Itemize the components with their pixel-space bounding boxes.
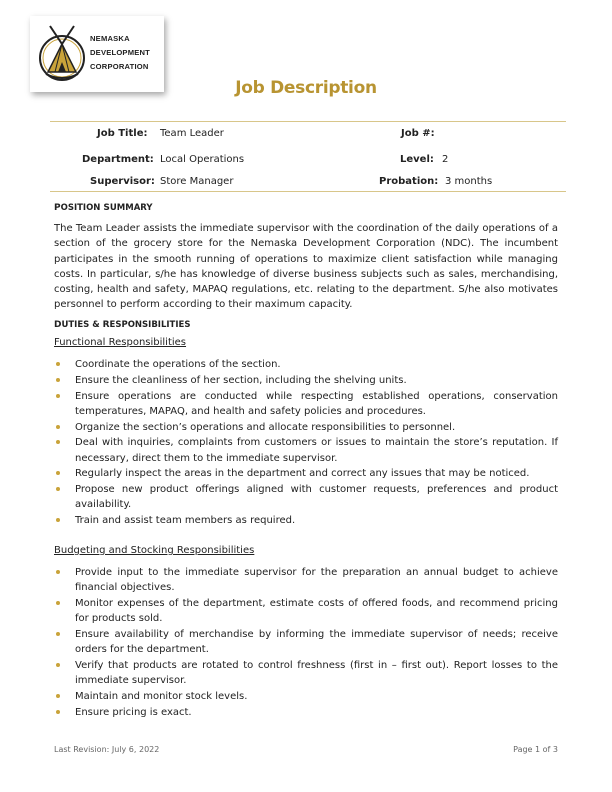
- divider: [50, 121, 566, 122]
- job-title-value: Team Leader: [160, 128, 224, 139]
- bullet-icon: [56, 632, 60, 636]
- last-revision: Last Revision: July 6, 2022: [54, 745, 160, 754]
- list-item: Ensure availability of merchandise by informing the immediate supervisor of needs; receive orders for the department.: [54, 627, 558, 657]
- bullet-icon: [56, 425, 60, 429]
- list-item: Ensure the cleanliness of her section, including the shelving units.: [54, 373, 558, 388]
- supervisor-value: Store Manager: [160, 176, 234, 187]
- budgeting-subheading: Budgeting and Stocking Responsibilities: [54, 545, 255, 556]
- page-title: Job Description: [235, 78, 377, 98]
- bullet-icon: [56, 710, 60, 714]
- level-field: Level:: [400, 154, 434, 165]
- list-item: Ensure operations are conducted while respecting established operations, conservation temperatures, MAPAQ, and health and safety policies and procedures.: [54, 389, 558, 419]
- list-item: Train and assist team members as required.: [54, 513, 558, 528]
- probation-field: Probation:: [379, 176, 439, 187]
- logo-org-name: NEMASKA DEVELOPMENT CORPORATION: [90, 34, 151, 71]
- functional-subheading: Functional Responsibilities: [54, 337, 187, 348]
- divider: [50, 191, 566, 192]
- functional-list: [54, 357, 558, 529]
- list-item: Monitor expenses of the department, estimate costs of offered foods, and recommend pricing for products sold.: [54, 596, 558, 626]
- bullet-icon: [56, 378, 60, 382]
- bullet-icon: [56, 518, 60, 522]
- budgeting-list: [54, 565, 558, 721]
- list-item: Organize the section’s operations and allocate responsibilities to personnel.: [54, 420, 558, 435]
- department-value: Local Operations: [160, 154, 245, 165]
- bullet-icon: [56, 570, 60, 574]
- list-item: Propose new product offerings aligned with customer requests, preferences and product availability.: [54, 482, 558, 512]
- supervisor-field: Supervisor:: [90, 176, 155, 187]
- bullet-icon: [56, 694, 60, 698]
- list-item: Verify that products are rotated to control freshness (first in – first out). Report losses to the immediate supervisor.: [54, 658, 558, 688]
- duties-heading: DUTIES & RESPONSIBILITIES: [54, 320, 191, 330]
- position-summary-heading: POSITION SUMMARY: [54, 203, 153, 213]
- job-number-field: Job #:: [401, 128, 435, 139]
- bullet-icon: [56, 471, 60, 475]
- bullet-icon: [56, 394, 60, 398]
- list-item: Maintain and monitor stock levels.: [54, 689, 558, 704]
- teepee-icon: [34, 22, 90, 86]
- probation-value: 3 months: [445, 176, 493, 187]
- list-item: Provide input to the immediate supervisor for the preparation an annual budget to achieve financial objectives.: [54, 565, 558, 595]
- page-number: Page 1 of 3: [513, 745, 558, 754]
- list-item: Deal with inquiries, complaints from customers or issues to maintain the store’s reputation. If necessary, direct them to the immediate supervisor.: [54, 435, 558, 465]
- position-summary-text: The Team Leader assists the immediate supervisor with the coordination of the daily operations of a section of the grocery store for the Nemaska Development Corporation (NDC). The incumbent participates in the smooth running of operations to maximize client satisfaction while managing costs. In particular, s/he has knowledge of diverse business subjects such as sales, merchandising, costing, health and safety, MAPAQ regulations, etc. relating to the department. S/he also motivates personnel to perform according to their maximum capacity.: [54, 223, 558, 311]
- job-title-field: Job Title:: [97, 128, 148, 139]
- bullet-icon: [56, 440, 60, 444]
- list-item: Coordinate the operations of the section.: [54, 357, 558, 372]
- bullet-icon: [56, 487, 60, 491]
- list-item: Regularly inspect the areas in the department and correct any issues that may be noticed.: [54, 466, 558, 481]
- level-value: 2: [442, 154, 449, 165]
- bullet-icon: [56, 663, 60, 667]
- department-field: Department:: [82, 154, 154, 165]
- bullet-icon: [56, 601, 60, 605]
- list-item: Ensure pricing is exact.: [54, 705, 558, 720]
- bullet-icon: [56, 362, 60, 366]
